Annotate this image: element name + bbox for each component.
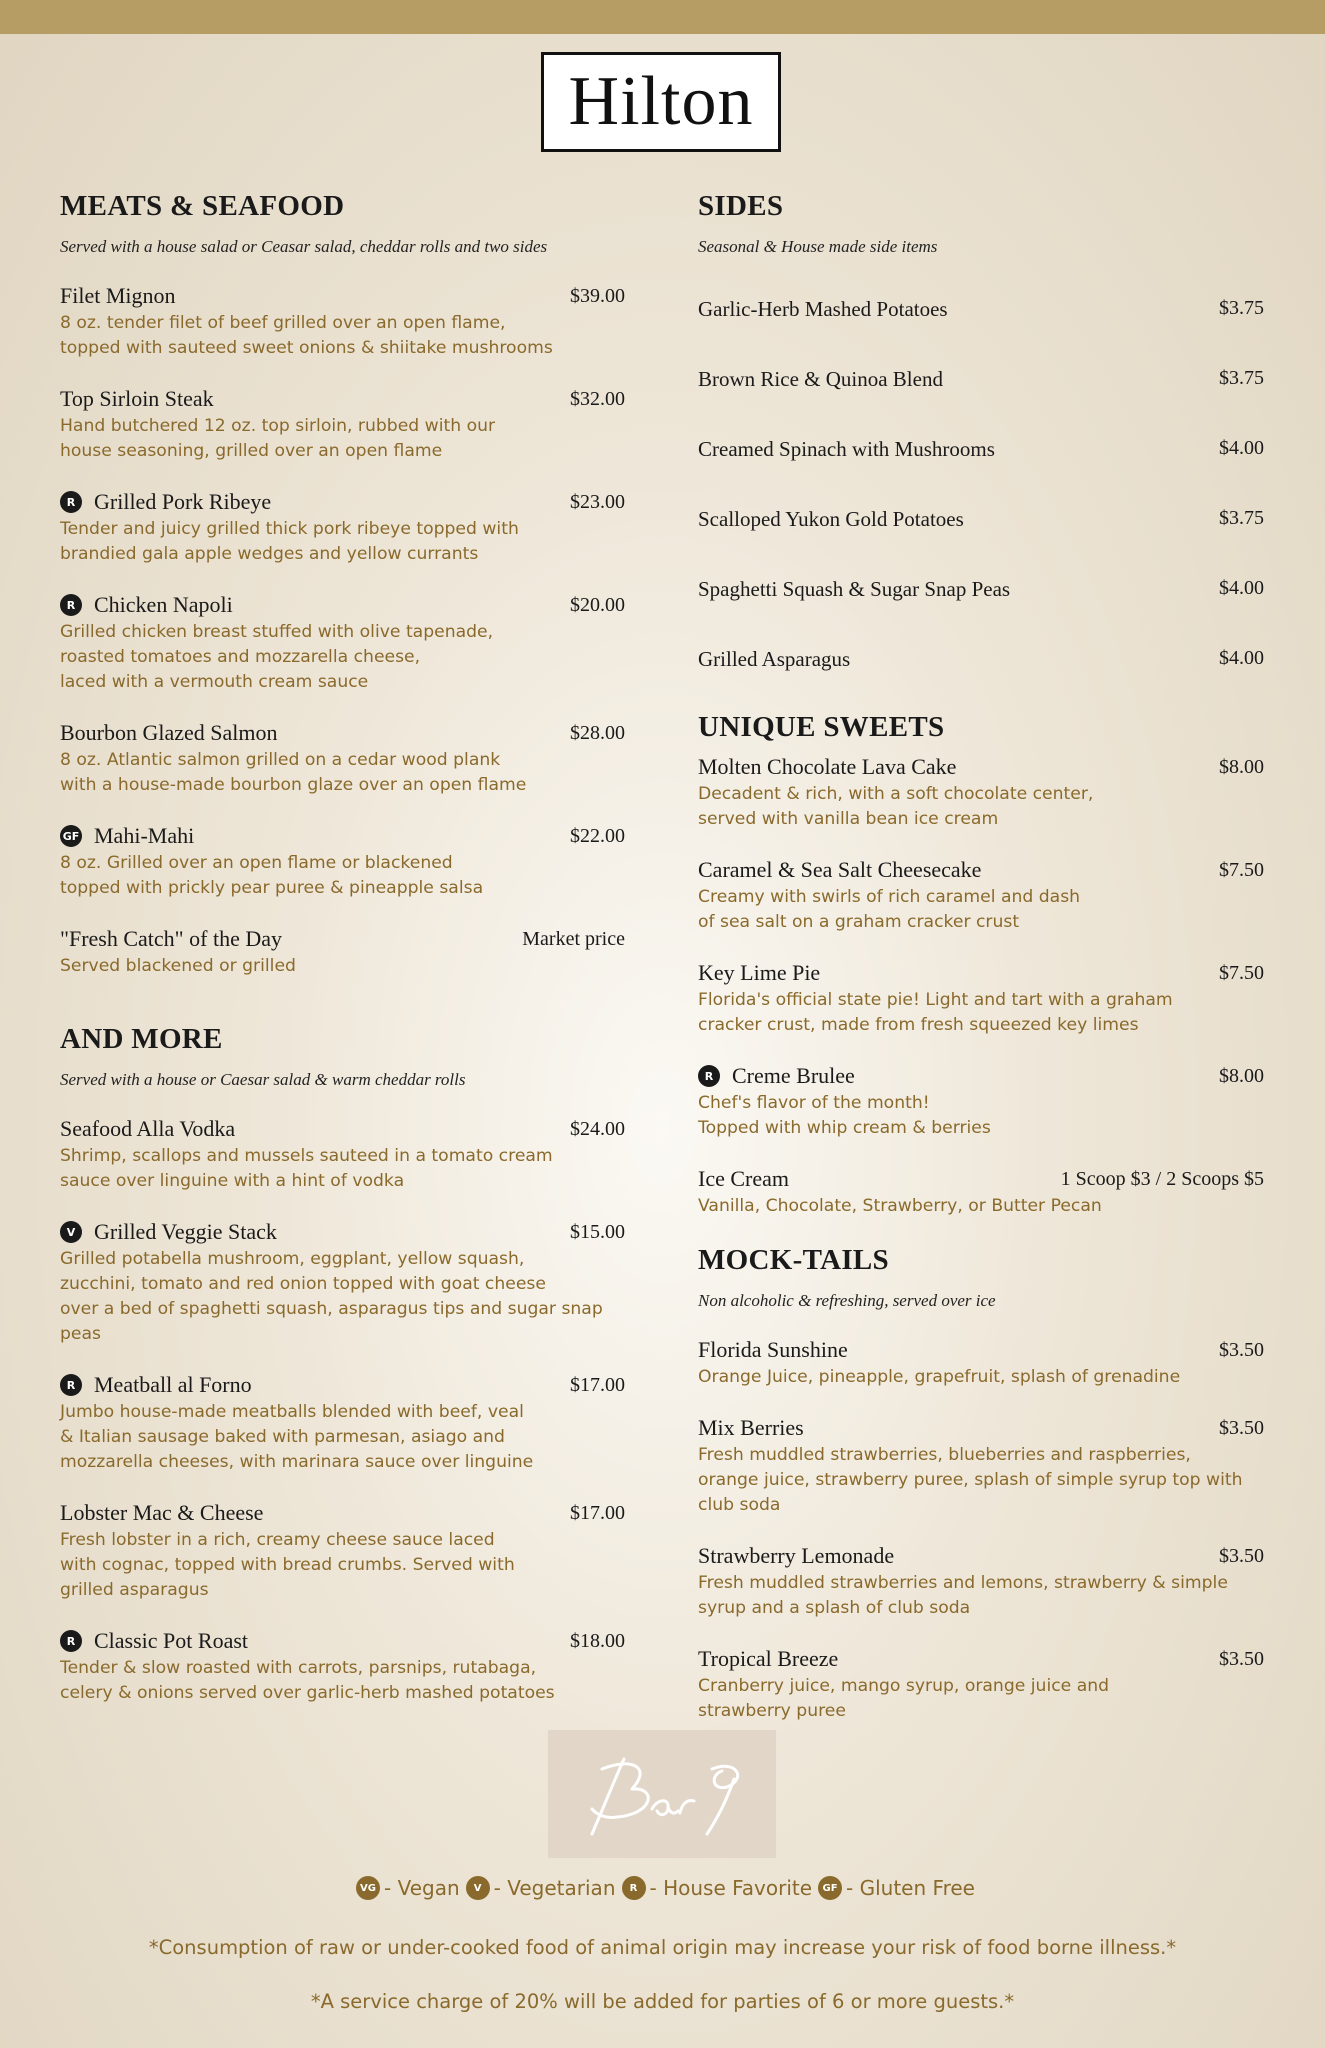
menu-item-name-text: Caramel & Sea Salt Cheesecake [698,857,982,882]
menu-list [60,283,625,979]
house-favorite-badge-icon: R [60,594,82,616]
menu-item-name [60,386,214,412]
section-title: AND MORE [60,1023,223,1055]
menu-item [698,960,1264,1038]
menu-item-name [60,283,176,309]
section-and-more [60,1023,625,1706]
menu-item-price: $15.00 [570,1220,625,1243]
section-title: SIDES [698,190,784,222]
menu-item-description: Florida's official state pie! Light and tart with a graham cracker crust, made from fresh squeezed key limes [698,990,1173,1035]
menu-item-header [698,1415,1264,1441]
menu-item-price: $7.50 [1219,858,1264,881]
menu-item-name [698,1646,838,1672]
menu-item-price: $3.50 [1219,1416,1264,1439]
menu-item-name [60,1628,248,1654]
house-favorite-badge-icon: R [60,1374,82,1396]
legend-label: - Vegan [384,1876,460,1900]
menu-item-header [698,1063,1264,1089]
menu-item-price: $28.00 [570,721,625,744]
house-favorite-badge-icon: R [698,1065,720,1087]
side-item-price: $3.75 [1219,297,1264,319]
gluten-free-badge-icon: GF [60,825,82,847]
menu-item-name-text: Mix Berries [698,1415,804,1440]
top-accent-bar [0,0,1325,34]
menu-item-name-text: Mahi-Mahi [94,823,195,848]
menu-item-description: Fresh muddled strawberries and lemons, strawberry & simple syrup and a splash of club soda [698,1573,1228,1618]
menu-item-name-text: Seafood Alla Vodka [60,1116,236,1141]
menu-item-description: 8 oz. Atlantic salmon grilled on a cedar wood plank with a house-made bourbon glaze over an open flame [60,750,527,795]
menu-item [698,1063,1264,1141]
menu-item-name-text: Molten Chocolate Lava Cake [698,754,957,779]
side-item-price: $3.75 [1219,507,1264,529]
menu-item-name [698,1166,789,1192]
side-item [698,647,1264,717]
gluten-free-badge-icon: GF [818,1876,842,1900]
menu-item-name [60,1500,263,1526]
hilton-logo: Hilton [541,52,781,152]
menu-item [60,592,625,695]
menu-item-price: $3.50 [1219,1544,1264,1567]
section-meats-seafood [60,190,625,979]
menu-item-header [60,1628,625,1654]
menu-item [698,1415,1264,1518]
menu-item-description: Decadent & rich, with a soft chocolate center, served with vanilla bean ice cream [698,784,1094,829]
section-subtitle: Served with a house or Caesar salad & warm cheddar rolls [60,1070,466,1089]
side-item-name: Grilled Asparagus [698,647,851,671]
menu-item [698,1166,1264,1219]
menu-item-header [698,857,1264,883]
left-column [60,190,625,1731]
menu-item-price: $32.00 [570,387,625,410]
menu-item-price: $7.50 [1219,961,1264,984]
menu-item [698,1543,1264,1621]
menu-item-description: Fresh muddled strawberries, blueberries and raspberries, orange juice, strawberry puree, splash of simple syrup top with club soda [698,1445,1243,1515]
menu-item [60,386,625,464]
side-item-name: Creamed Spinach with Mushrooms [698,437,995,461]
menu-item-description: Served blackened or grilled [60,956,296,976]
house-favorite-badge-icon: R [622,1876,646,1900]
menu-item-description: Creamy with swirls of rich caramel and dash of sea salt on a graham cracker crust [698,887,1081,932]
menu-item [698,857,1264,935]
menu-item-price: $17.00 [570,1373,625,1396]
house-favorite-badge-icon: R [60,1630,82,1652]
menu-item-price: $3.50 [1219,1647,1264,1670]
menu-item-price: $18.00 [570,1629,625,1652]
menu-item [698,1646,1264,1724]
menu-item-header [60,386,625,412]
side-item [698,297,1264,367]
side-item-price: $3.75 [1219,367,1264,389]
menu-item-header [60,1219,625,1245]
menu-item-name-text: Filet Mignon [60,283,176,308]
legend-label: - House Favorite [649,1876,813,1900]
section-title: MOCK-TAILS [698,1244,889,1276]
menu-item-description: Fresh lobster in a rich, creamy cheese sauce laced with cognac, topped with bread crumbs. Served with grilled asparagus [60,1530,515,1600]
right-column [698,190,1264,1749]
menu-item-header [698,960,1264,986]
menu-item-name [698,960,820,986]
section-unique-sweets [698,711,1264,1219]
menu-item [60,1372,625,1475]
menu-list [698,1337,1264,1724]
menu-item-description: Tender & slow roasted with carrots, parsnips, rutabaga, celery & onions served over garlic-herb mashed potatoes [60,1658,555,1703]
house-favorite-badge-icon: R [60,491,82,513]
menu-item-name-text: Grilled Pork Ribeye [94,489,272,514]
menu-item-name [698,1415,804,1441]
menu-item [60,1500,625,1603]
menu-item-price: $17.00 [570,1501,625,1524]
menu-item-price: $8.00 [1219,1064,1264,1087]
vegan-badge-icon: VG [356,1876,380,1900]
section-sides [698,190,1264,717]
menu-item-header [60,1372,625,1398]
menu-item-header [698,754,1264,780]
menu-item-description: Orange Juice, pineapple, grapefruit, splash of grenadine [698,1367,1181,1387]
menu-item-name [60,1219,277,1245]
menu-item [698,1337,1264,1390]
menu-item-name-text: "Fresh Catch" of the Day [60,926,283,951]
menu-item-description: Hand butchered 12 oz. top sirloin, rubbed with our house seasoning, grilled over an open flame [60,416,496,461]
menu-item-name [60,720,278,746]
legend-label: - Vegetarian [493,1876,616,1900]
section-subtitle: Seasonal & House made side items [698,237,938,256]
menu-item-price: $3.50 [1219,1338,1264,1361]
side-item-price: $4.00 [1219,437,1264,459]
bar-9-signature-icon [562,1739,762,1849]
menu-item-header [60,592,625,618]
vegetarian-badge-icon: V [60,1221,82,1243]
menu-item-name [698,857,981,883]
diet-legend [0,1876,1325,1900]
menu-item [60,1628,625,1706]
menu-item-price: $20.00 [570,593,625,616]
menu-item-name [60,489,271,515]
menu-item-description: Grilled potabella mushroom, eggplant, yellow squash, zucchini, tomato and red onion topped with goat cheese over a bed of spaghetti squash, asparagus tips and sugar snap peas [60,1249,603,1344]
section-mocktails [698,1244,1264,1724]
menu-item-header [698,1166,1264,1192]
menu-item-header [60,489,625,515]
menu-item-name-text: Classic Pot Roast [94,1628,249,1653]
menu-item-name [698,754,956,780]
menu-list [698,754,1264,1219]
menu-item-name-text: Strawberry Lemonade [698,1543,895,1568]
menu-item-price: $22.00 [570,824,625,847]
menu-item-name [60,1372,252,1398]
menu-item [60,720,625,798]
bar-9-logo [548,1730,776,1858]
menu-item-name-text: Key Lime Pie [698,960,821,985]
service-charge-note: *A service charge of 20% will be added for parties of 6 or more guests.* [310,1990,1015,2013]
menu-item-price: $8.00 [1219,755,1264,778]
side-item-name: Spaghetti Squash & Sugar Snap Peas [698,577,1011,601]
menu-list [698,297,1264,717]
menu-item [60,1219,625,1347]
menu-item-name-text: Creme Brulee [732,1063,855,1088]
side-item [698,437,1264,507]
side-item-price: $4.00 [1219,647,1264,669]
menu-item-price: $23.00 [570,490,625,513]
menu-item-name-text: Ice Cream [698,1166,789,1191]
menu-item [60,489,625,567]
menu-item-name [698,1063,855,1089]
menu-item-header [698,1337,1264,1363]
menu-item-name [60,926,282,952]
legend-label: - Gluten Free [846,1876,975,1900]
menu-item-description: Shrimp, scallops and mussels sauteed in a tomato cream sauce over linguine with a hint of vodka [60,1146,553,1191]
side-item-name: Garlic-Herb Mashed Potatoes [698,297,948,321]
menu-item [60,1116,625,1194]
menu-item-name-text: Bourbon Glazed Salmon [60,720,278,745]
menu-item-header [698,1646,1264,1672]
side-item [698,507,1264,577]
side-item-name: Scalloped Yukon Gold Potatoes [698,507,964,531]
menu-item-price: 1 Scoop $3 / 2 Scoops $5 [1060,1167,1264,1190]
menu-item-name-text: Meatball al Forno [94,1372,252,1397]
menu-item-price: $39.00 [570,284,625,307]
menu-item-description: Vanilla, Chocolate, Strawberry, or Butter Pecan [698,1196,1102,1216]
menu-item-header [698,1543,1264,1569]
menu-item-price: Market price [522,927,625,950]
menu-item [60,926,625,979]
menu-item-description: 8 oz. Grilled over an open flame or blackened topped with prickly pear puree & pineapple salsa [60,853,484,898]
section-subtitle: Served with a house salad or Ceasar salad, cheddar rolls and two sides [60,237,548,256]
menu-item-description: Tender and juicy grilled thick pork ribeye topped with brandied gala apple wedges and yellow currants [60,519,519,564]
menu-item-header [60,823,625,849]
menu-item-header [60,720,625,746]
menu-item [60,823,625,901]
vegetarian-badge-icon: V [466,1876,490,1900]
side-item [698,367,1264,437]
side-item-price: $4.00 [1219,577,1264,599]
raw-food-warning: *Consumption of raw or under-cooked food of animal origin may increase your risk of food borne illness.* [148,1936,1177,1959]
menu-item-description: Jumbo house-made meatballs blended with beef, veal & Italian sausage baked with parmesan, asiago and mozzarella cheeses, with marinara sauce over linguine [60,1402,534,1472]
menu-item-name-text: Lobster Mac & Cheese [60,1500,264,1525]
menu-item-name-text: Tropical Breeze [698,1646,839,1671]
menu-item-name [60,1116,235,1142]
menu-item-name-text: Chicken Napoli [94,592,233,617]
menu-item-header [60,926,625,952]
menu-item-name [698,1543,894,1569]
menu-item-name [60,823,194,849]
section-title: UNIQUE SWEETS [698,711,945,743]
menu-item-price: $24.00 [570,1117,625,1140]
menu-item-header [60,1500,625,1526]
menu-item-description: Cranberry juice, mango syrup, orange juice and strawberry puree [698,1676,1110,1721]
menu-item [60,283,625,361]
menu-item-header [60,283,625,309]
menu-item-name-text: Top Sirloin Steak [60,386,214,411]
menu-item-name-text: Grilled Veggie Stack [94,1219,277,1244]
menu-item-description: Chef's flavor of the month! Topped with whip cream & berries [698,1093,991,1138]
menu-list [60,1116,625,1706]
section-title: MEATS & SEAFOOD [60,190,345,222]
menu-item [698,754,1264,832]
side-item [698,577,1264,647]
section-subtitle: Non alcoholic & refreshing, served over ice [698,1291,996,1310]
menu-item-description: 8 oz. tender filet of beef grilled over an open flame, topped with sauteed sweet onions & shiitake mushrooms [60,313,553,358]
menu-item-name [698,1337,848,1363]
menu-item-name-text: Florida Sunshine [698,1337,848,1362]
side-item-name: Brown Rice & Quinoa Blend [698,367,943,391]
menu-item-header [60,1116,625,1142]
menu-item-description: Grilled chicken breast stuffed with olive tapenade, roasted tomatoes and mozzarella cheese, laced with a vermouth cream sauce [60,622,494,692]
menu-item-name [60,592,233,618]
